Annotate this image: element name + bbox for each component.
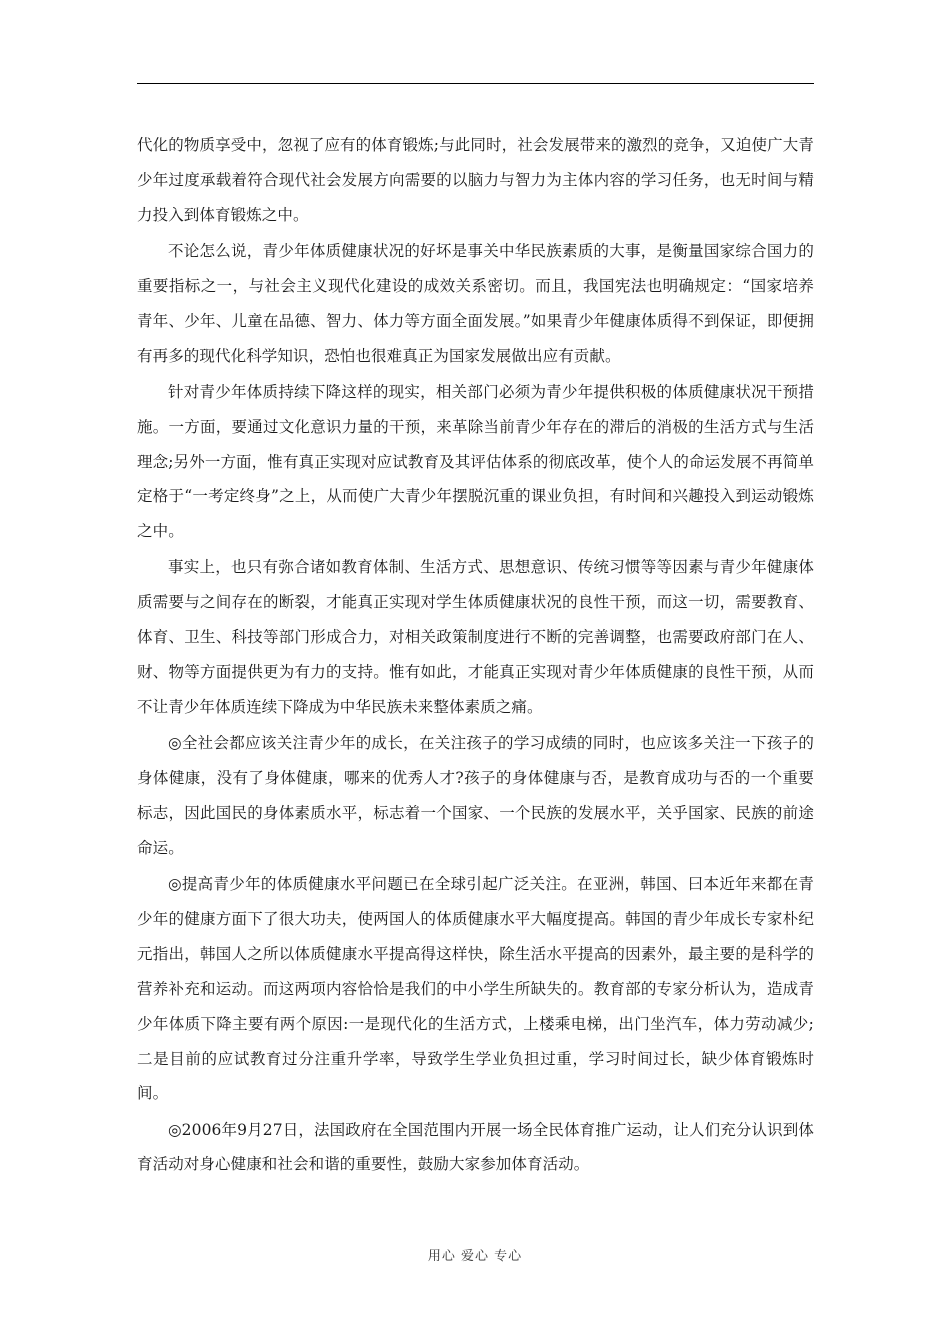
document-body [137,128,814,1184]
paragraph: ◎提高青少年的体质健康水平问题已在全球引起广泛关注。在亚洲，韩国、曰本近年来都在青少年的健康方面下了很大功夫，使两国人的体质健康水平大幅度提高。韩国的青少年成长专家朴纪元指出，韩国人之所以体质健康水平提高得这样快，除生活水平提高的因素外，最主要的是科学的营养补充和运动。而这两项内容恰恰是我们的中小学生所缺失的。教育部的专家分析认为，造成青少年体质下降主要有两个原因:一是现代化的生活方式，上楼乘电梯，出门坐汽车，体力劳动减少;二是目前的应试教育过分注重升学率，导致学生学业负担过重，学习时间过长，缺少体育锻炼时间。 [137,874,814,1103]
header-rule [137,83,814,84]
paragraph-continued: 代化的物质享受中，忽视了应有的体育锻炼;与此同时，社会发展带来的激烈的竞争，又迫使广大青少年过度承载着符合现代社会发展方向需要的以脑力与智力为主体内容的学习任务，也无时间与精力投入到体育锻炼之中。 [137,136,814,224]
paragraph: 针对青少年体质持续下降这样的现实，相关部门必须为青少年提供积极的体质健康状况干预措施。一方面，要通过文化意识力量的干预，来革除当前青少年存在的滞后的消极的生活方式与生活理念;另外一方面，惟有真正实现对应试教育及其评估体系的彻底改革，使个人的命运发展不再简单定格于“一考定终身”之上，从而使广大青少年摆脱沉重的课业负担，有时间和兴趣投入到运动锻炼之中。 [137,382,814,541]
paragraph: 不论怎么说，青少年体质健康状况的好坏是事关中华民族素质的大事，是衡量国家综合国力的重要指标之一，与社会主义现代化建设的成效关系密切。而且，我国宪法也明确规定：“国家培养青年、少年、儿童在品德、智力、体力等方面全面发展。”如果青少年健康体质得不到保证，即便拥有再多的现代化科学知识，恐怕也很难真正为国家发展做出应有贡献。 [137,241,814,365]
page-footer: 用心 爱心 专心 [427,1249,523,1264]
paragraph: ◎2006年9月27日，法国政府在全国范围内开展一场全民体育推广运动，让人们充分认识到体育活动对身心健康和社会和谐的重要性，鼓励大家参加体育活动。 [137,1120,814,1174]
paragraph: 事实上，也只有弥合诸如教育体制、生活方式、思想意识、传统习惯等等因素与青少年健康体质需要与之间存在的断裂，才能真正实现对学生体质健康状况的良性干预，而这一切，需要教育、体育、卫生、科技等部门形成合力，对相关政策制度进行不断的完善调整，也需要政府部门在人、财、物等方面提供更为有力的支持。惟有如此，才能真正实现对青少年体质健康的良性干预，从而不让青少年体质连续下降成为中华民族未来整体素质之痛。 [137,558,814,717]
paragraph: ◎全社会都应该关注青少年的成长，在关注孩子的学习成绩的同时，也应该多关注一下孩子的身体健康，没有了身体健康，哪来的优秀人才?孩子的身体健康与否，是教育成功与否的一个重要标志，因此国民的身体素质水平，标志着一个国家、一个民族的发展水平，关乎国家、民族的前途命运。 [137,734,814,857]
